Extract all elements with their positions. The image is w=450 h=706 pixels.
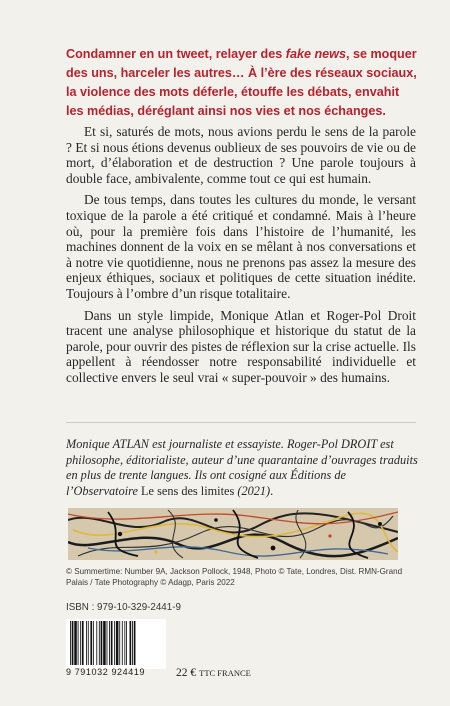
barcode-bar (88, 621, 89, 665)
blurb-part-1: Condamner en un tweet, relayer des (66, 47, 286, 61)
bio-text: Monique ATLAN est journaliste et essayiste. Roger-Pol DROIT est philosophe, éditorialiste, auteur d’une quarantaine d’ouvrages traduits en plus de trente langues. Ils ont cosigné aux Éditions de l’Observatoire (66, 437, 418, 498)
divider (66, 422, 416, 423)
barcode-bar (103, 621, 106, 665)
price (176, 667, 251, 679)
barcode-bar (111, 621, 113, 665)
bio-year: (2021) (237, 483, 271, 498)
painting-drip-pattern (68, 508, 398, 560)
barcode-bar (99, 621, 100, 665)
barcode-bar (134, 621, 136, 665)
pollock-painting-image (68, 508, 398, 560)
blurb-fake-news: fake news (285, 47, 346, 61)
barcode-bar (116, 621, 119, 665)
barcode-bar (107, 621, 108, 665)
barcode-bars (66, 619, 166, 669)
barcode-bar (122, 621, 123, 665)
barcode-bar (119, 621, 120, 665)
bio-end: . (270, 483, 274, 498)
barcode-bar (72, 621, 74, 665)
barcode-bar (78, 621, 79, 665)
blurb (66, 45, 418, 121)
barcode-bar (101, 621, 103, 665)
barcode-bar (80, 621, 81, 665)
blurb-part-3: , se moquer des uns, harceler les autres… À l’ère des réseaux sociaux, la violence des mots déferle, étouffe les débats, envahit les médias, déréglant ainsi nos vies et nos échanges. (66, 47, 417, 118)
barcode (66, 619, 166, 669)
isbn: ISBN : 979-10-329-2441-9 (66, 602, 181, 613)
image-credit: © Summertime: Number 9A, Jackson Pollock, 1948, Photo © Tate, Londres, Dist. RMN-Grand Palais / Tate Photography © Adagp, Paris 2022 (66, 567, 403, 587)
barcode-bar (114, 621, 115, 665)
barcode-bar (70, 621, 71, 665)
bio-book-title: Le sens des limites (137, 483, 238, 498)
barcode-bar (130, 621, 132, 665)
paragraph-3: Dans un style limpide, Monique Atlan et Roger-Pol Droit tracent une analyse philosophique et historique du statut de la parole, pour ouvrir des pistes de réflexion sur la crise actuelle. Ils appellent à réendosser notre responsabilité individuelle et collective envers le seul vrai « super-pouvoir » des humains. (66, 307, 416, 385)
barcode-bar (96, 621, 97, 665)
barcode-bar (132, 621, 133, 665)
barcode-bar (74, 621, 77, 665)
summary-text (66, 124, 416, 392)
price-suffix: TTC FRANCE (199, 668, 251, 678)
barcode-bar (124, 621, 125, 665)
barcode-bar (93, 621, 94, 665)
paragraph-2: De tous temps, dans toutes les cultures du monde, le versant toxique de la parole a été critiqué et condamné. Mais à l’heure où, pour la première fois dans l’histoire de l’humanité, les machines donnent de la voix en se mêlant à nos conversations et à notre vie quotidienne, nous ne prenons pas assez la mesure des enjeux éthiques, sociaux et politiques de cette situation inédite. Toujours à l’ombre d’un risque totalitaire. (66, 192, 416, 301)
price-amount: 22 € (176, 667, 197, 679)
barcode-bar (109, 621, 110, 665)
barcode-bar (126, 621, 127, 665)
barcode-bar (90, 621, 92, 665)
barcode-digits: 9 791032 924419 (66, 667, 146, 677)
barcode-bar (82, 621, 84, 665)
paragraph-1: Et si, saturés de mots, nous avions perdu le sens de la parole ? Et si nous étions devenus oublieux de ses pouvoirs de vie ou de mort, d’élaboration et de destruction ? Une parole toujours à double face, ambivalente, comme tout ce qui est humain. (66, 124, 416, 186)
author-bio (66, 437, 418, 499)
barcode-bar (86, 621, 87, 665)
